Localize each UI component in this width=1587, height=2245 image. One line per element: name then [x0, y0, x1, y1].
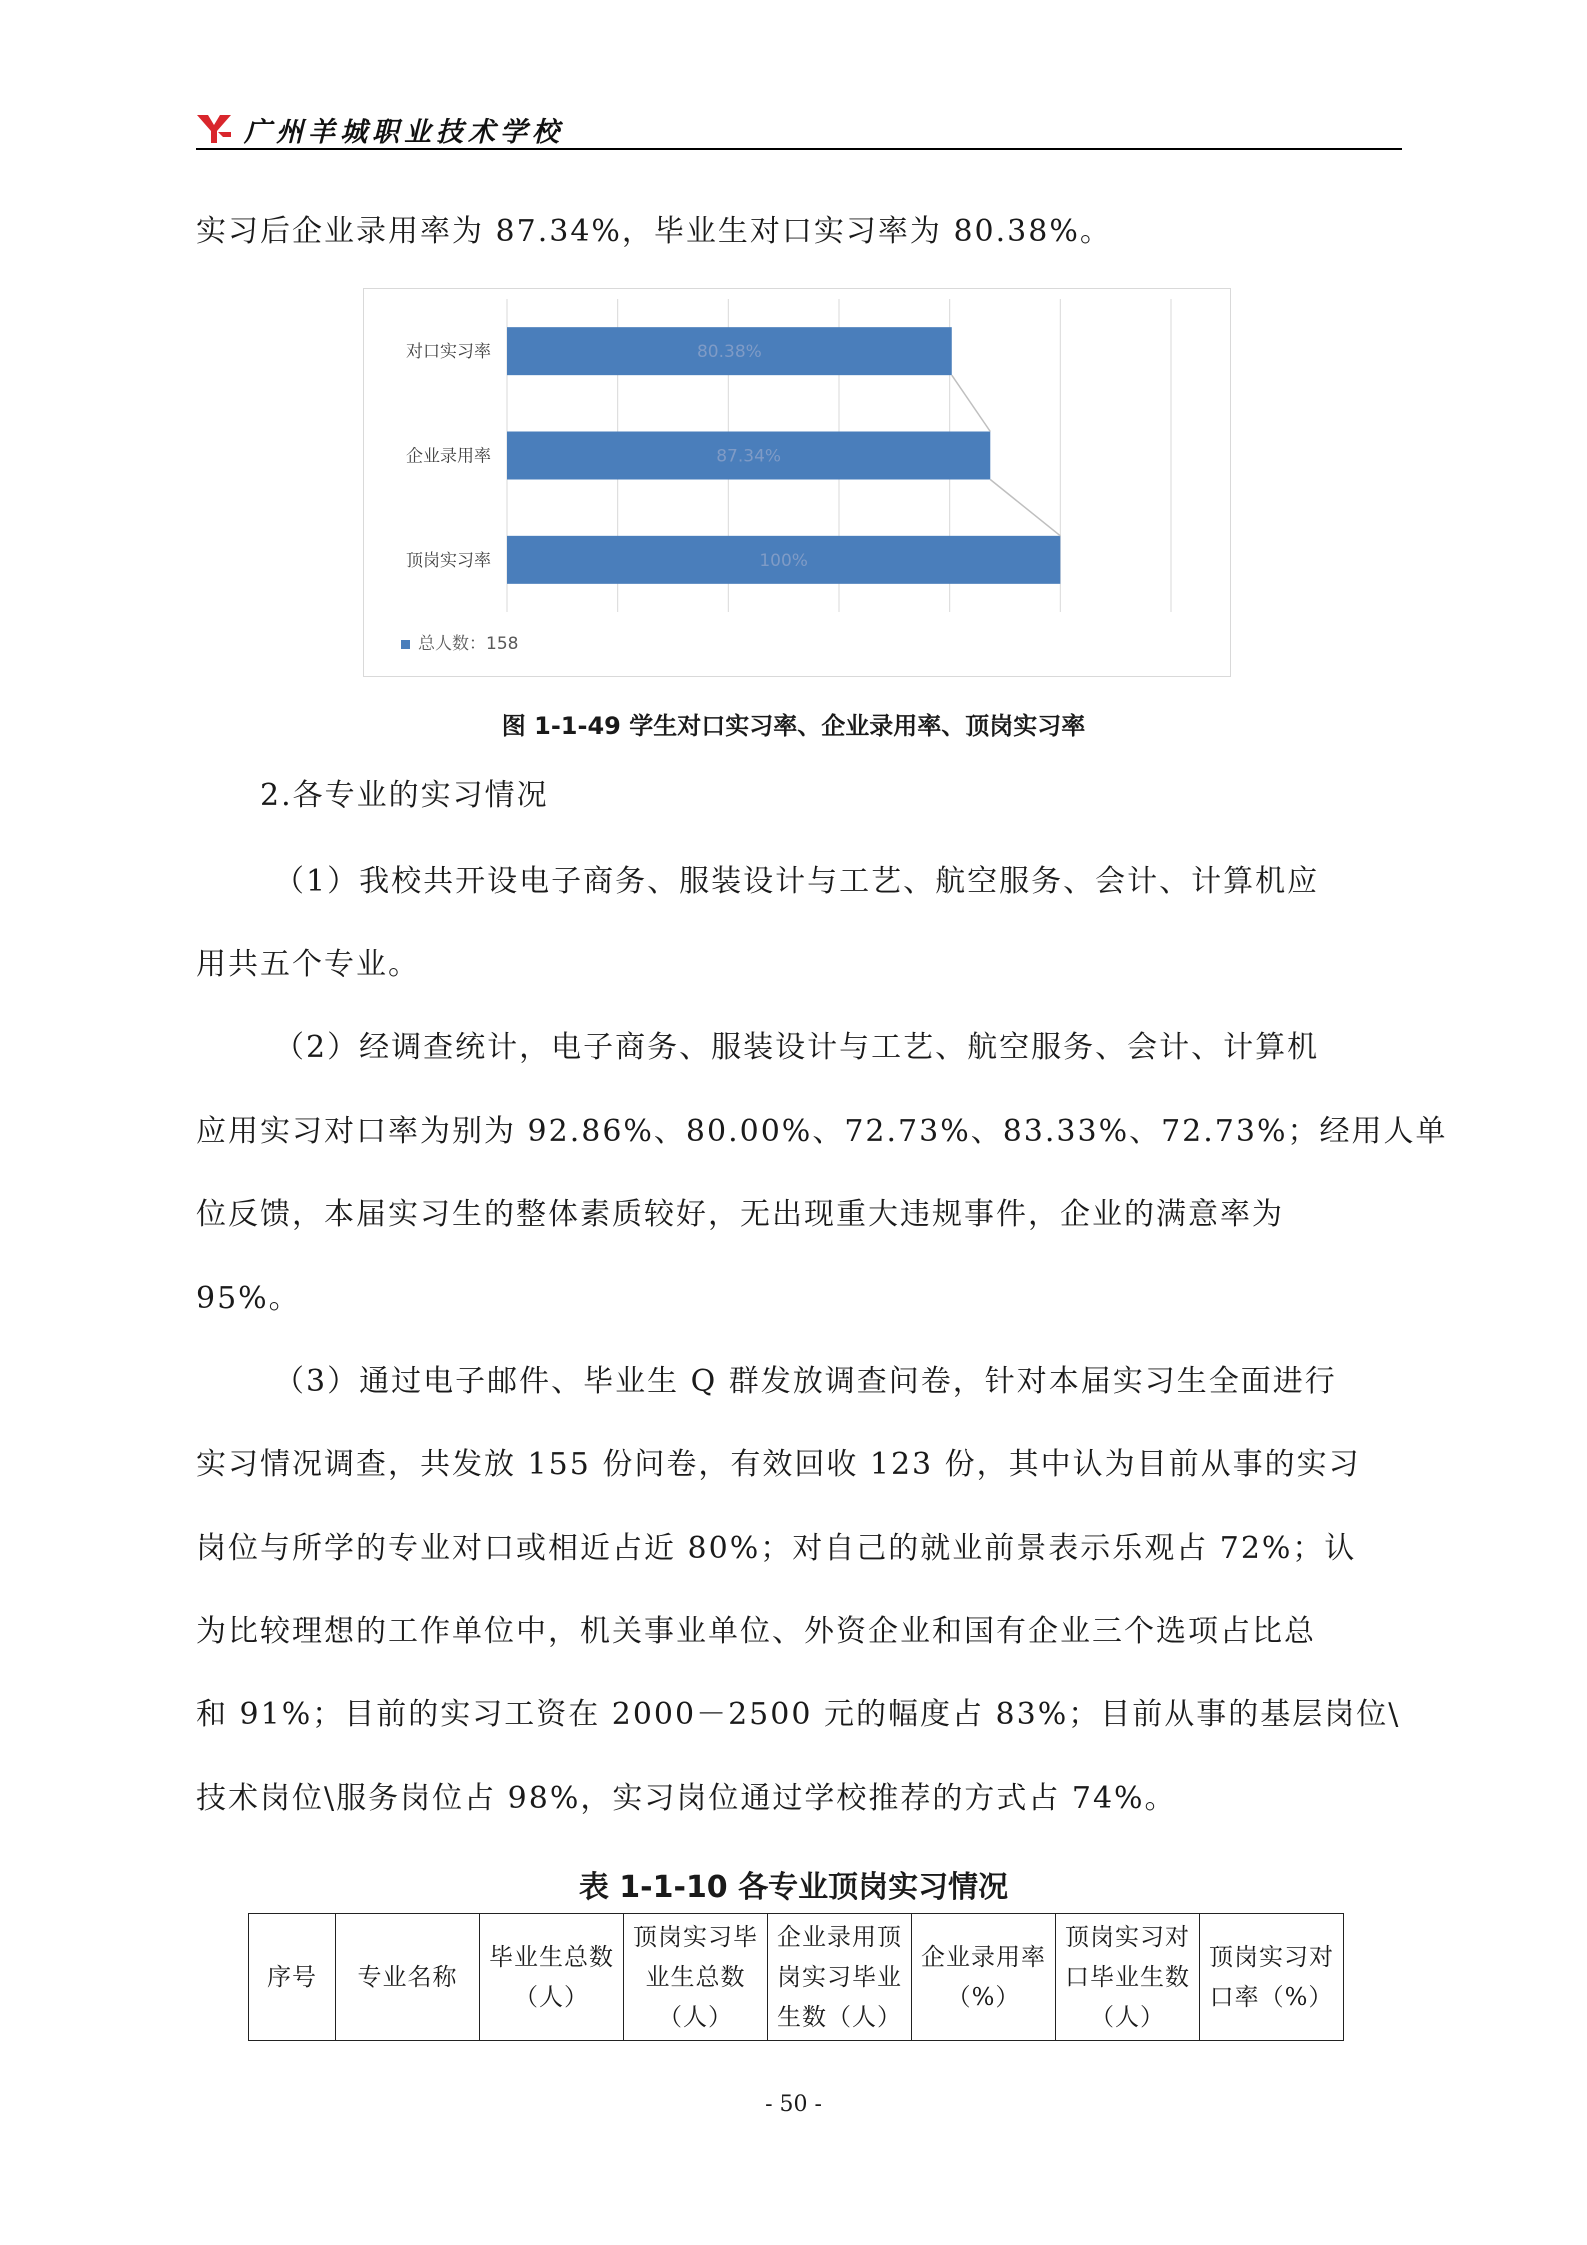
intro-paragraph: 实习后企业录用率为 87.34%，毕业生对口实习率为 80.38%。	[196, 214, 1112, 249]
header-match-rate: 顶岗实习对 口率（%）	[1200, 1914, 1344, 2041]
yc-logo-icon	[196, 112, 232, 146]
header-graduates: 毕业生总数 （人）	[480, 1914, 624, 2041]
header-index: 序号	[249, 1914, 336, 2041]
paragraph-3-line-6: 技术岗位\服务岗位占 98%，实习岗位通过学校推荐的方式占 74%。	[196, 1781, 1177, 1816]
section-heading: 2.各专业的实习情况	[260, 778, 549, 813]
header-hired-count: 企业录用顶 岗实习毕业 生数（人）	[768, 1914, 912, 2041]
paragraph-3-line-5: 和 91%；目前的实习工资在 2000－2500 元的幅度占 83%；目前从事的基层岗位\	[196, 1697, 1401, 1732]
paragraph-3-line-3: 岗位与所学的专业对口或相近占近 80%；对自己的就业前景表示乐观占 72%；认	[196, 1531, 1357, 1566]
paragraph-3-line-4: 为比较理想的工作单位中，机关事业单位、外资企业和国有企业三个选项占比总	[196, 1614, 1316, 1649]
header-hire-rate: 企业录用率 （%）	[912, 1914, 1056, 2041]
paragraph-1-line-2: 用共五个专业。	[196, 947, 420, 982]
legend-swatch	[401, 640, 410, 649]
category-label: 企业录用率	[406, 446, 491, 467]
school-name: 广州羊城职业技术学校	[244, 117, 564, 148]
paragraph-3-line-2: 实习情况调查，共发放 155 份问卷，有效回收 123 份，其中认为目前从事的实习	[196, 1447, 1361, 1482]
legend-label: 总人数：158	[418, 634, 519, 654]
table-title: 表 1-1-10 各专业顶岗实习情况	[578, 1870, 1009, 1905]
header-divider	[196, 148, 1402, 150]
bar-chart	[363, 288, 1231, 677]
page-header	[196, 108, 1402, 152]
header-major: 专业名称	[336, 1914, 480, 2041]
internship-table	[248, 1913, 1344, 2041]
header-matched-count: 顶岗实习对 口毕业生数 （人）	[1056, 1914, 1200, 2041]
connector-line	[952, 375, 991, 431]
data-label: 87.34%	[716, 446, 782, 467]
category-label: 对口实习率	[406, 342, 491, 363]
category-label: 顶岗实习率	[406, 550, 491, 571]
paragraph-3-line-1: （3）通过电子邮件、毕业生 Q 群发放调查问卷，针对本届实习生全面进行	[274, 1364, 1337, 1399]
connector-line	[990, 480, 1060, 536]
data-label: 80.38%	[696, 342, 762, 363]
paragraph-2-line-4: 95%。	[196, 1281, 301, 1316]
paragraph-1-line-1: （1）我校共开设电子商务、服装设计与工艺、航空服务、会计、计算机应	[274, 864, 1320, 899]
header-intern-graduates: 顶岗实习毕 业生总数 （人）	[624, 1914, 768, 2041]
bar-chart-svg	[364, 289, 1230, 676]
paragraph-2-line-3: 位反馈，本届实习生的整体素质较好，无出现重大违规事件，企业的满意率为	[196, 1197, 1284, 1232]
data-label: 100%	[759, 550, 808, 571]
paragraph-2-line-2: 应用实习对口率为别为 92.86%、80.00%、72.73%、83.33%、72.73%；经用人单	[196, 1114, 1448, 1149]
table-header-row	[249, 1914, 1344, 2041]
paragraph-2-line-1: （2）经调查统计，电子商务、服装设计与工艺、航空服务、会计、计算机	[274, 1030, 1320, 1065]
chart-caption: 图 1-1-49 学生对口实习率、企业录用率、顶岗实习率	[501, 712, 1086, 740]
page-number: - 50 -	[765, 2092, 822, 2117]
